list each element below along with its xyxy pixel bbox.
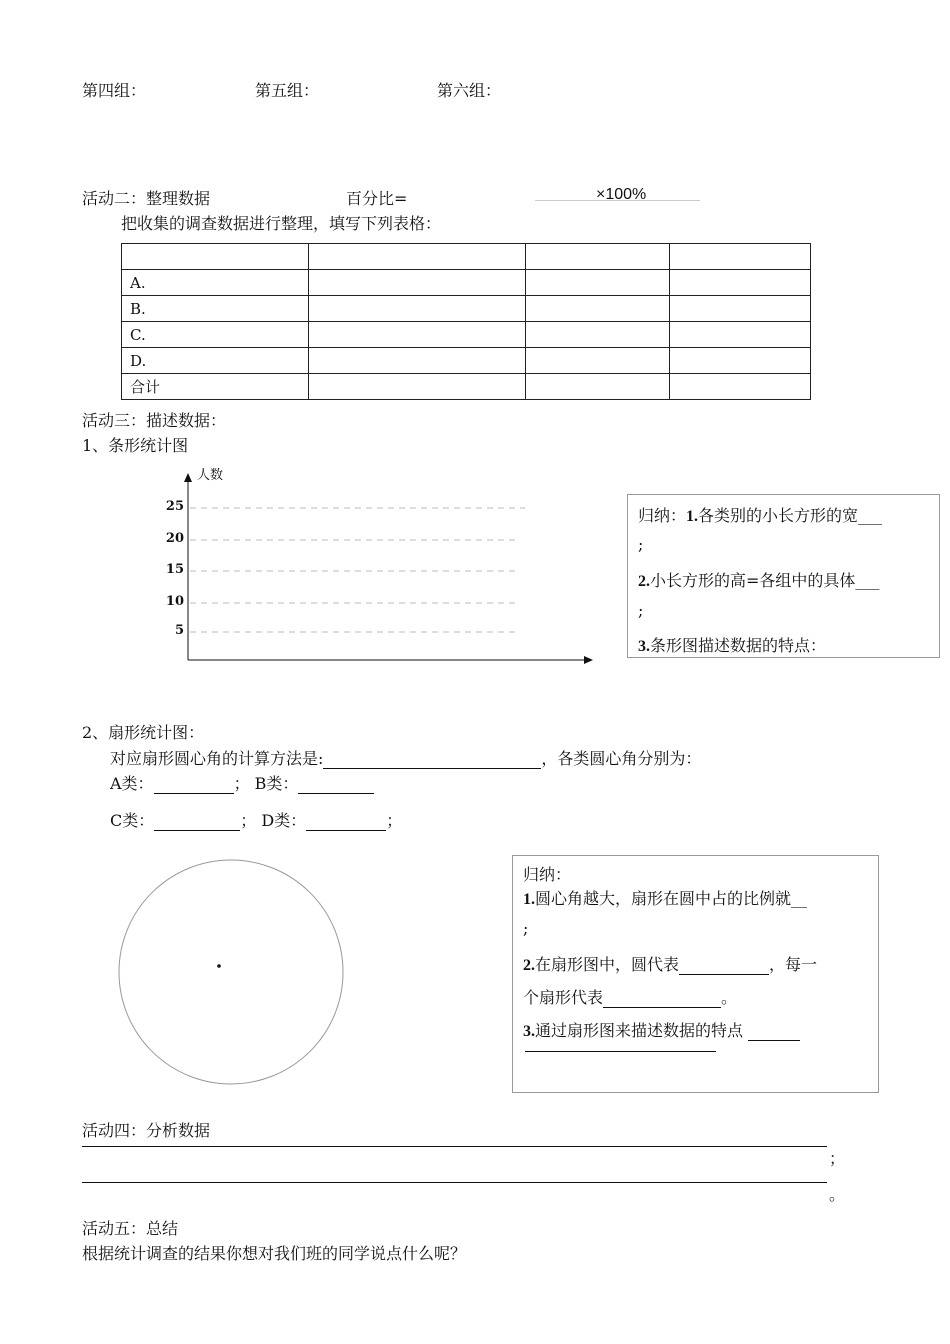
- bar-chart-axes: [150, 460, 610, 670]
- features-blank-2[interactable]: [525, 1051, 716, 1052]
- pie-summary-line1: 1.圆心角越大，扇形在圆中占的比例就__: [523, 889, 808, 908]
- y-tick-label: 5: [174, 623, 184, 638]
- table-cell[interactable]: [670, 322, 811, 348]
- pie-summary-line3: 个扇形代表 。: [523, 988, 738, 1007]
- table-cell[interactable]: [309, 296, 526, 322]
- angle-b-blank[interactable]: [298, 777, 374, 794]
- table-cell[interactable]: [309, 374, 526, 400]
- table-cell[interactable]: C.: [122, 322, 309, 348]
- table-cell[interactable]: [526, 270, 670, 296]
- table-cell[interactable]: [309, 270, 526, 296]
- activity2-title: 活动二：整理数据: [82, 189, 211, 208]
- table-cell[interactable]: [670, 374, 811, 400]
- table-cell[interactable]: D.: [122, 348, 309, 374]
- y-tick-label: 10: [165, 594, 184, 609]
- y-tick-label: 20: [165, 531, 184, 546]
- analysis-line-1[interactable]: [82, 1146, 827, 1147]
- angle-d-blank[interactable]: [306, 814, 386, 831]
- table-cell[interactable]: [309, 322, 526, 348]
- angle-c-blank[interactable]: [154, 814, 240, 831]
- table-row: [122, 270, 811, 296]
- table-cell[interactable]: [670, 296, 811, 322]
- pie-title: 2、扇形统计图：: [82, 723, 205, 742]
- table-cell[interactable]: [526, 322, 670, 348]
- pie-summary-line2: 2.在扇形图中，圆代表 ，每一: [523, 955, 818, 974]
- pie-summary-head: 归纳：: [523, 865, 572, 884]
- bar-summary-line3: 3.条形图描述数据的特点：: [638, 636, 827, 655]
- circle-center-dot: [217, 964, 221, 968]
- y-tick-label: 15: [165, 562, 184, 577]
- sector-represents-blank[interactable]: [603, 991, 721, 1008]
- bar-summary-line2: 2.小长方形的高=各组中的具体___: [638, 571, 880, 590]
- percent-label: 百分比=: [346, 189, 408, 208]
- table-cell[interactable]: [309, 348, 526, 374]
- pie-summary-line1b: ;: [523, 919, 529, 938]
- pie-method: 对应扇形圆心角的计算方法是: ，各类圆心角分别为：: [110, 749, 702, 768]
- pie-circle: [116, 856, 348, 1090]
- analysis-end-2: 。: [829, 1185, 846, 1204]
- activity4-title: 活动四：分析数据: [82, 1121, 211, 1140]
- angle-a-blank[interactable]: [154, 777, 234, 794]
- circle-outline: [119, 860, 343, 1084]
- analysis-line-2[interactable]: [82, 1182, 827, 1183]
- table-cell[interactable]: [526, 244, 670, 270]
- table-cell[interactable]: [670, 244, 811, 270]
- activity2-instruction: 把收集的调查数据进行整理，填写下列表格：: [121, 214, 442, 233]
- data-table: [121, 243, 811, 400]
- table-cell[interactable]: [526, 296, 670, 322]
- table-row: [122, 374, 811, 400]
- angle-cd: C类： ； D类： ；: [110, 811, 403, 830]
- group-5-label: 第五组：: [255, 81, 320, 100]
- x-axis-arrow: [584, 656, 593, 664]
- bar-summary-box: [627, 494, 940, 658]
- y-axis-arrow: [184, 473, 192, 482]
- bar-summary-line1b: ;: [638, 535, 644, 554]
- activity5-title: 活动五：总结: [82, 1219, 179, 1238]
- bar-chart-title: 1、条形统计图: [82, 436, 189, 455]
- percent-suffix: ×100%: [596, 186, 647, 203]
- y-axis-label: 人数: [197, 468, 224, 483]
- table-cell[interactable]: A.: [122, 270, 309, 296]
- y-tick-label: 25: [165, 499, 184, 514]
- table-cell[interactable]: [670, 270, 811, 296]
- table-row: [122, 322, 811, 348]
- table-row: [122, 348, 811, 374]
- group-4-label: 第四组：: [82, 81, 147, 100]
- bar-summary-line2b: ;: [638, 601, 644, 620]
- group-6-label: 第六组：: [437, 81, 502, 100]
- circle-represents-blank[interactable]: [679, 958, 769, 975]
- table-cell[interactable]: [309, 244, 526, 270]
- pie-summary-line4: 3.通过扇形图来描述数据的特点: [523, 1018, 800, 1041]
- table-cell[interactable]: [526, 374, 670, 400]
- table-cell[interactable]: 合计: [122, 374, 309, 400]
- table-row: [122, 244, 811, 270]
- method-blank[interactable]: [323, 752, 541, 769]
- table-cell[interactable]: [122, 244, 309, 270]
- table-cell[interactable]: [526, 348, 670, 374]
- table-row: [122, 296, 811, 322]
- bar-summary-line1: 归纳：1.各类别的小长方形的宽___: [638, 506, 883, 525]
- analysis-end-1: ；: [829, 1149, 846, 1168]
- angle-ab: A类： ； B类：: [110, 771, 374, 794]
- table-cell[interactable]: [670, 348, 811, 374]
- activity3-title: 活动三：描述数据：: [82, 411, 227, 430]
- activity5-question: 根据统计调查的结果你想对我们班的同学说点什么呢？: [82, 1244, 467, 1263]
- features-blank[interactable]: [748, 1024, 800, 1041]
- pie-summary-box: [512, 855, 879, 1093]
- table-cell[interactable]: B.: [122, 296, 309, 322]
